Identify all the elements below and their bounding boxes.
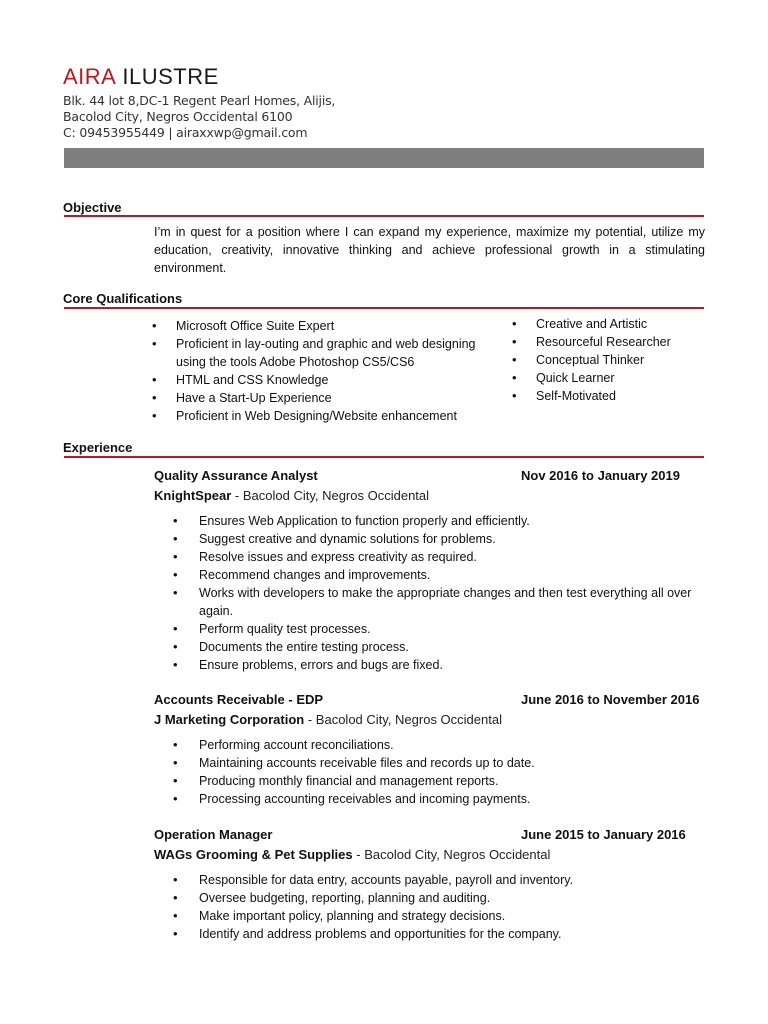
qualifications-left-list bbox=[152, 317, 497, 425]
list-item: • Performing account reconciliations. bbox=[173, 736, 706, 754]
first-name: AIRA bbox=[63, 64, 117, 89]
list-item: • Works with developers to make the appropriate changes and then test everything all over again. bbox=[173, 584, 706, 620]
list-item: • Resourceful Researcher bbox=[512, 333, 702, 351]
qualifications-right-list bbox=[512, 315, 702, 405]
objective-heading: Objective bbox=[63, 200, 122, 215]
list-item: • Ensure problems, errors and bugs are fixed. bbox=[173, 656, 706, 674]
contact-line: C: 09453955449 | airaxxwp@gmail.com bbox=[63, 125, 308, 140]
objective-text: I’m in quest for a position where I can expand my experience, maximize my potential, utilize my education, creativity, innovative thinking and achieve professional growth in a stimulating environment. bbox=[154, 225, 705, 275]
experience-rule bbox=[64, 456, 704, 458]
list-item: • Resolve issues and express creativity as required. bbox=[173, 548, 706, 566]
address-line-1: Blk. 44 lot 8,DC-1 Regent Pearl Homes, Alijis, bbox=[63, 93, 336, 108]
company-name: WAGs Grooming & Pet Supplies bbox=[154, 847, 353, 862]
list-item: • Creative and Artistic bbox=[512, 315, 702, 333]
company-location: - Bacolod City, Negros Occidental bbox=[304, 712, 502, 727]
list-item: • Maintaining accounts receivable files and records up to date. bbox=[173, 754, 706, 772]
company-name: KnightSpear bbox=[154, 488, 232, 503]
company-location: - Bacolod City, Negros Occidental bbox=[231, 488, 430, 503]
job-duties-list bbox=[173, 871, 706, 943]
list-item: • Producing monthly financial and management reports. bbox=[173, 772, 706, 790]
list-item: • Quick Learner bbox=[512, 369, 702, 387]
job-duties-list bbox=[173, 736, 706, 808]
job-duties-list bbox=[173, 512, 706, 674]
job-title: Quality Assurance Analyst bbox=[154, 468, 318, 483]
job-company bbox=[154, 488, 429, 503]
list-item: • Documents the entire testing process. bbox=[173, 638, 706, 656]
list-item: • Perform quality test processes. bbox=[173, 620, 706, 638]
list-item: • Suggest creative and dynamic solutions for problems. bbox=[173, 530, 706, 548]
list-item: • Oversee budgeting, reporting, planning and auditing. bbox=[173, 889, 706, 907]
last-name: ILUSTRE bbox=[122, 64, 219, 89]
qualifications-heading: Core Qualifications bbox=[63, 291, 183, 306]
list-item: • Have a Start-Up Experience bbox=[152, 389, 497, 407]
company-location: - Bacolod City, Negros Occidental bbox=[352, 847, 551, 862]
list-item: • Processing accounting receivables and incoming payments. bbox=[173, 790, 706, 808]
job-dates: Nov 2016 to January 2019 bbox=[521, 468, 680, 483]
list-item: • Identify and address problems and opportunities for the company. bbox=[173, 925, 706, 943]
list-item: • Proficient in lay-outing and graphic and web designing using the tools Adobe Photoshop CS5/CS6 bbox=[152, 335, 497, 371]
job-company bbox=[154, 712, 502, 727]
experience-heading: Experience bbox=[63, 440, 133, 455]
list-item: • Recommend changes and improvements. bbox=[173, 566, 706, 584]
list-item: • Make important policy, planning and strategy decisions. bbox=[173, 907, 706, 925]
address-line-2: Bacolod City, Negros Occidental 6100 bbox=[63, 109, 293, 124]
list-item: • Self-Motivated bbox=[512, 387, 702, 405]
header-divider-bar bbox=[64, 148, 704, 168]
list-item: • HTML and CSS Knowledge bbox=[152, 371, 497, 389]
qualifications-rule bbox=[64, 307, 704, 309]
job-company bbox=[154, 847, 550, 862]
objective-rule bbox=[64, 215, 704, 217]
company-name: J Marketing Corporation bbox=[154, 712, 305, 727]
list-item: • Microsoft Office Suite Expert bbox=[152, 317, 497, 335]
job-title: Accounts Receivable - EDP bbox=[154, 692, 324, 707]
list-item: • Ensures Web Application to function properly and efficiently. bbox=[173, 512, 706, 530]
list-item: • Proficient in Web Designing/Website enhancement bbox=[152, 407, 497, 425]
job-dates: June 2016 to November 2016 bbox=[521, 692, 700, 707]
list-item: • Conceptual Thinker bbox=[512, 351, 702, 369]
list-item: • Responsible for data entry, accounts payable, payroll and inventory. bbox=[173, 871, 706, 889]
job-dates: June 2015 to January 2016 bbox=[521, 827, 686, 842]
candidate-name bbox=[63, 64, 219, 90]
job-title: Operation Manager bbox=[154, 827, 273, 842]
